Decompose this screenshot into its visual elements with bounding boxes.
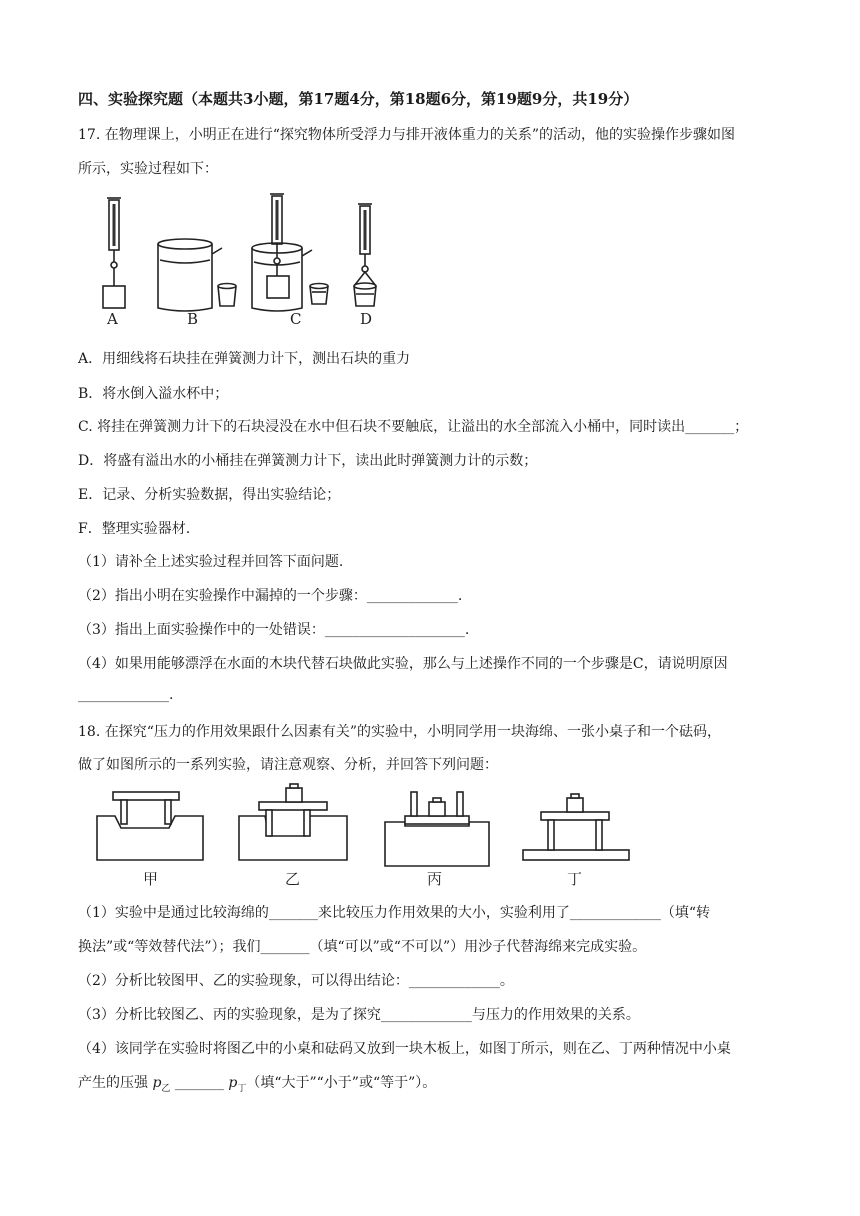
q17-step-a: A．用细线将石块挂在弹簧测力计下，测出石块的重力 — [78, 351, 411, 367]
q17-step-d: D．将盛有溢出水的小桶挂在弹簧测力计下，读出此时弹簧测力计的示数； — [78, 453, 538, 469]
setup-ding — [523, 794, 629, 860]
q17-step-f: F．整理实验器材. — [78, 521, 191, 537]
q18-sub4-post: （填“大于”“小于”或“等于”）。 — [246, 1075, 437, 1091]
setup-jia — [97, 792, 203, 860]
q17-intro-line1: 17. 在物理课上，小明正在进行“探究物体所受浮力与排开液体重力的关系”的活动，他的实验操作步骤如图 — [78, 127, 736, 143]
q17-sub2: （2）指出小明在实验操作中漏掉的一个步骤：_____________. — [78, 588, 463, 604]
q18-sub4-pre: 产生的压强 — [78, 1075, 153, 1091]
scale-c-immersed — [252, 194, 328, 311]
subscript-yi: 乙 — [161, 1083, 171, 1094]
q17-sub3: （3）指出上面实验操作中的一处错误：____________________. — [78, 622, 470, 638]
fig17-label-a: A — [107, 310, 118, 328]
fig17-label-b: B — [187, 310, 199, 328]
q18-intro-line2: 做了如图所示的一系列实验，请注意观察、分析，并回答下列问题： — [78, 757, 498, 773]
q17-step-c: C. 将挂在弹簧测力计下的石块浸没在水中但石块不要触底，让溢出的水全部流入小桶中，同时读出_______； — [78, 419, 749, 435]
q18-figure — [95, 778, 635, 890]
setup-bing — [385, 792, 489, 866]
q17-intro-line2: 所示，实验过程如下： — [78, 161, 218, 177]
q18-sub1-line1: （1）实验中是通过比较海绵的_______来比较压力作用效果的大小，实验利用了_____________（填“转 — [78, 905, 711, 921]
q17-sub4: （4）如果用能够漂浮在水面的木块代替石块做此实验，那么与上述操作不同的一个步骤是C，请说明原因 — [78, 656, 728, 672]
q18-sub4-blank: _______ — [170, 1075, 229, 1091]
fig18-label-jia: 甲 — [143, 870, 159, 888]
q18-sub1-line2: 换法”或“等效替代法”）；我们_______（填“可以”或“不可以”）用沙子代替海绵来完成实验。 — [78, 939, 647, 955]
setup-yi — [239, 784, 347, 860]
q18-sub4-line2 — [78, 1072, 436, 1094]
q18-sub4-line1: （4）该同学在实验时将图乙中的小桌和砝码又放到一块木板上，如图丁所示，则在乙、丁两种情况中小桌 — [78, 1041, 731, 1057]
pressure-var-ding: p — [228, 1075, 238, 1091]
q18-sub2: （2）分析比较图甲、乙的实验现象，可以得出结论：_____________。 — [78, 973, 514, 989]
subscript-ding: 丁 — [237, 1083, 247, 1094]
fig17-label-c: C — [290, 310, 302, 328]
fig17-label-d: D — [360, 310, 373, 328]
scale-a — [103, 198, 125, 308]
q18-intro-line1: 18. 在探究“压力的作用效果跟什么因素有关”的实验中，小明同学用一块海绵、一张小桌子和一个砝码， — [78, 724, 722, 740]
q17-step-e: E．记录、分析实验数据，得出实验结论； — [78, 487, 341, 503]
fig18-label-bing: 丙 — [427, 870, 443, 888]
scale-d-bucket — [354, 204, 376, 306]
q17-figure — [90, 190, 410, 330]
section-heading: 四、实验探究题（本题共3小题，第17题4分，第18题6分，第19题9分，共19分） — [78, 90, 639, 108]
pressure-var-yi: p — [152, 1075, 162, 1091]
overflow-cup-b — [158, 239, 236, 311]
q17-step-b: B．将水倒入溢水杯中； — [78, 386, 229, 402]
fig18-label-yi: 乙 — [285, 870, 301, 888]
fig18-label-ding: 丁 — [567, 870, 583, 888]
q17-sub1: （1）请补全上述实验过程并回答下面问题. — [78, 554, 344, 570]
q17-sub4-blank: _____________. — [78, 687, 174, 703]
q18-sub3: （3）分析比较图乙、丙的实验现象，是为了探究_____________与压力的作用效果的关系。 — [78, 1007, 640, 1023]
